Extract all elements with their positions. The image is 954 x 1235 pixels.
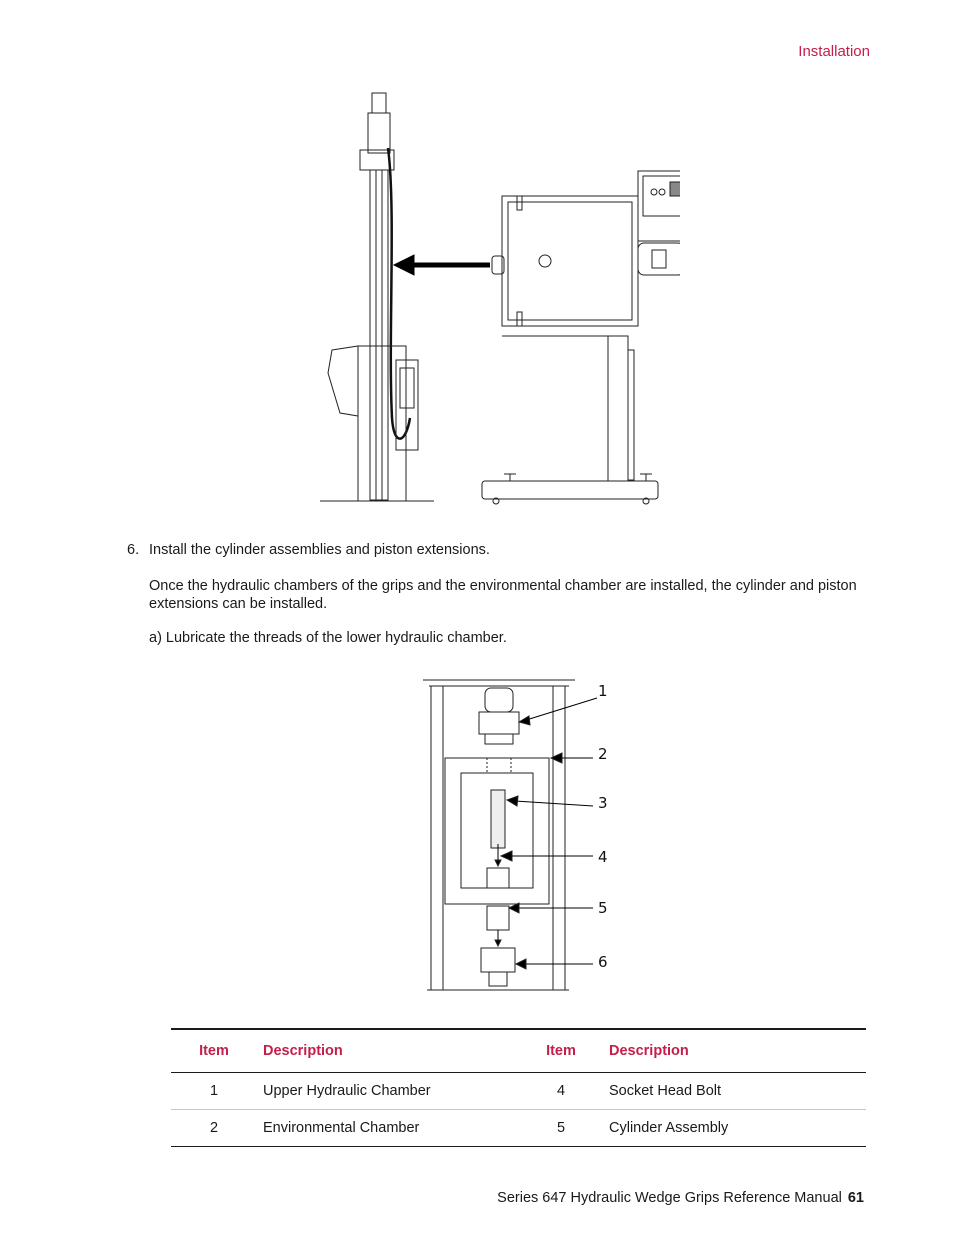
step-text: Install the cylinder assemblies and piston extensions. <box>149 542 490 558</box>
col-header-item-2: Item <box>546 1043 576 1059</box>
table-cell: Upper Hydraulic Chamber <box>263 1083 431 1099</box>
item-description-table <box>171 1028 866 1147</box>
table-row <box>171 1073 866 1110</box>
table-cell: 2 <box>209 1120 219 1136</box>
table-cell: Cylinder Assembly <box>609 1120 729 1136</box>
substep-a: a) Lubricate the threads of the lower hydraulic chamber. <box>149 630 507 646</box>
table-cell: Environmental Chamber <box>263 1120 420 1136</box>
table-cell: Socket Head Bolt <box>609 1083 722 1099</box>
page-number: 61 <box>847 1190 864 1206</box>
table-cell: 1 <box>209 1083 219 1099</box>
step-number: 6. <box>127 542 140 558</box>
page-footer <box>497 1190 864 1206</box>
load-frame-chamber-illustration <box>310 88 680 513</box>
callout-6: 6 <box>598 953 608 971</box>
callout-5: 5 <box>598 899 608 917</box>
table-cell: 5 <box>556 1120 566 1136</box>
manual-title: Series 647 Hydraulic Wedge Grips Reference Manual <box>497 1190 842 1206</box>
col-header-description: Description <box>263 1043 343 1059</box>
callout-2: 2 <box>598 745 608 763</box>
callout-1: 1 <box>598 682 608 700</box>
table-cell: 4 <box>556 1083 566 1099</box>
table-row <box>171 1110 866 1147</box>
step-6 <box>127 542 867 558</box>
col-header-item: Item <box>199 1043 229 1059</box>
section-header: Installation <box>798 43 870 60</box>
callout-3: 3 <box>598 794 608 812</box>
callout-4: 4 <box>598 848 608 866</box>
step-paragraph: Once the hydraulic chambers of the grips and the environmental chamber are installed, the cylinder and piston extensions can be installed. <box>149 578 857 612</box>
table-header-row <box>171 1029 866 1073</box>
col-header-description-2: Description <box>609 1043 689 1059</box>
cylinder-assembly-illustration <box>415 678 620 1000</box>
